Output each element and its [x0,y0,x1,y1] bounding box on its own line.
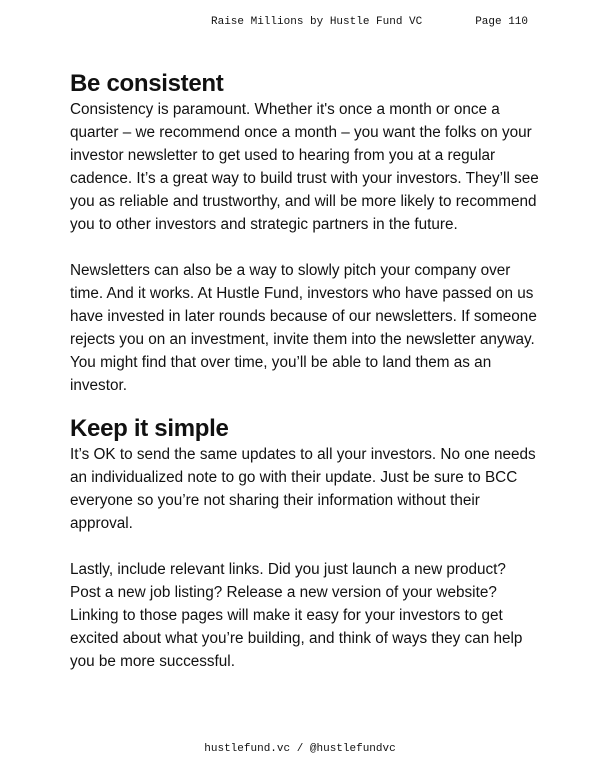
book-title: Raise Millions by Hustle Fund VC [211,16,423,28]
page-footer: hustlefund.vc / @hustlefundvc [204,743,396,755]
section-keep-it-simple [70,415,540,673]
section-be-consistent [70,70,540,397]
body-paragraph: Newsletters can also be a way to slowly pitch your company over time. And it works. At Hustle Fund, investors who have passed on us have invested in later rounds because of our newsletters. If someone rejects you on an investment, invite them into the newsletter anyway. You might find that over time, you’ll be able to land them as an investor. [70,262,537,394]
section-heading: Be consistent [70,70,224,97]
body-paragraph: Consistency is paramount. Whether it's once a month or once a quarter – we recommend once a month – you want the folks on your investor newsletter to get used to hearing from you at a regular cadence. It’s a great way to build trust with your investors. They’ll see you as reliable and trustworthy, and will be more likely to recommend you to other investors and strategic partners in the future. [70,101,539,233]
page-number: Page 110 [475,16,528,28]
section-heading: Keep it simple [70,415,229,442]
body-paragraph: It’s OK to send the same updates to all your investors. No one needs an individualized note to go with their update. Just be sure to BCC everyone so you’re not sharing their information without their approval. [70,446,536,532]
body-paragraph: Lastly, include relevant links. Did you just launch a new product? Post a new job listing? Release a new version of your website? Linking to those pages will make it easy for your investors to get excited about what you’re building, and think of ways they can help you be more successful. [70,561,523,670]
page-content [70,70,540,673]
page-header [0,16,600,36]
